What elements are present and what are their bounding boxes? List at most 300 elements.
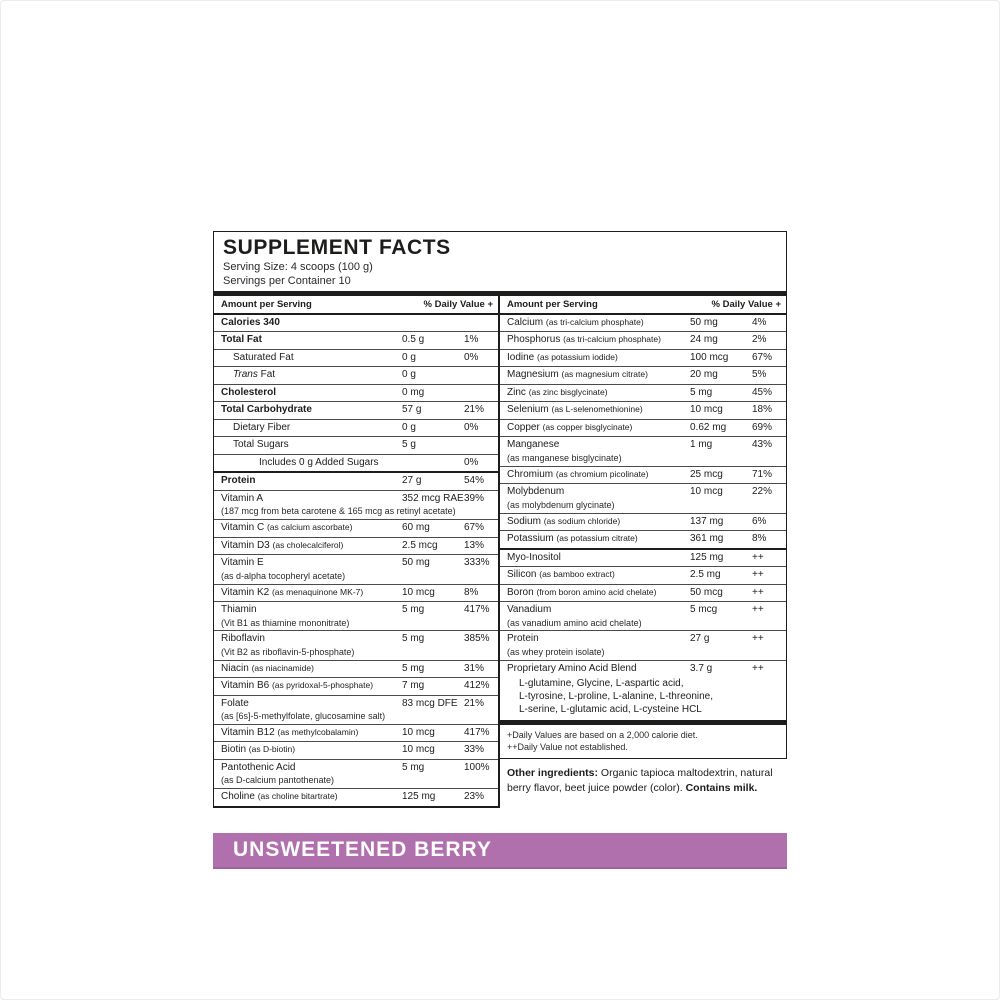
row-label bbox=[221, 791, 402, 804]
row-amount: 27 g bbox=[402, 475, 422, 487]
row-label bbox=[507, 533, 690, 546]
row-line bbox=[500, 437, 786, 454]
row-label bbox=[507, 404, 690, 417]
row-daily-value: 18% bbox=[752, 404, 773, 416]
footnote-line: +Daily Values are based on a 2,000 calorie diet. bbox=[507, 730, 698, 741]
row-daily-value: 8% bbox=[752, 533, 767, 544]
row-daily-value: 0% bbox=[464, 456, 479, 468]
row-amount: 7 mg bbox=[402, 680, 425, 692]
row-label bbox=[221, 352, 402, 365]
row-subline: (Vit B2 as riboflavin-5-phosphate) bbox=[221, 646, 355, 657]
row-label-text: Cholesterol bbox=[221, 386, 277, 398]
amino-blend-item: L-glutamine, Glycine, L-aspartic acid, bbox=[519, 678, 684, 690]
row-subline: (as vanadium amino acid chelate) bbox=[507, 617, 642, 628]
table-row bbox=[214, 725, 498, 743]
table-row bbox=[500, 367, 786, 385]
facts-columns bbox=[213, 296, 787, 808]
row-label-text: Potassium bbox=[507, 533, 554, 544]
row-label-text: Protein bbox=[507, 633, 539, 645]
row-label-source: (as chromium picolinate) bbox=[555, 468, 649, 479]
row-label bbox=[221, 522, 402, 535]
contains-statement: Contains milk. bbox=[685, 781, 758, 794]
row-subline: (Vit B1 as thiamine mononitrate) bbox=[221, 617, 350, 628]
row-daily-value: 6% bbox=[752, 515, 767, 527]
row-label-source: (as calcium ascorbate) bbox=[266, 522, 353, 533]
row-label bbox=[507, 352, 690, 365]
row-line bbox=[500, 567, 786, 584]
row-label-text: Total Fat bbox=[221, 334, 262, 346]
table-row bbox=[214, 437, 498, 455]
row-label bbox=[221, 317, 402, 330]
row-daily-value: ++ bbox=[752, 586, 764, 598]
facts-column-right bbox=[500, 296, 787, 795]
row-label-text: Vitamin C bbox=[221, 522, 265, 534]
row-daily-value: 31% bbox=[464, 662, 485, 674]
table-row bbox=[500, 661, 786, 721]
row-label-text: Vitamin D3 bbox=[221, 539, 270, 551]
row-label-source: (as niacinamide) bbox=[251, 662, 314, 673]
row-label-text: Folate bbox=[221, 697, 249, 709]
row-daily-value: 412% bbox=[464, 680, 490, 692]
row-amount: 1 mg bbox=[690, 439, 713, 451]
row-label-text: Vitamin A bbox=[221, 492, 264, 504]
row-line bbox=[500, 514, 786, 531]
table-row bbox=[500, 567, 786, 585]
other-ingredients-label: Other ingredients: bbox=[507, 767, 599, 780]
row-line bbox=[500, 531, 786, 548]
row-label bbox=[221, 587, 402, 600]
flavor-banner bbox=[213, 833, 787, 869]
row-label-text: Proprietary Amino Acid Blend bbox=[507, 662, 637, 674]
amount-per-serving-header: Amount per Serving bbox=[507, 298, 598, 310]
row-line bbox=[214, 332, 498, 349]
nutrient-rows-left bbox=[214, 315, 498, 806]
row-amount: 27 g bbox=[690, 633, 710, 645]
table-row bbox=[214, 602, 498, 631]
row-label-text: Vitamin K2 bbox=[221, 586, 270, 598]
row-daily-value: 45% bbox=[752, 386, 773, 398]
row-line bbox=[214, 555, 498, 572]
supplement-facts-label bbox=[213, 231, 787, 869]
row-label bbox=[507, 569, 690, 582]
row-label bbox=[221, 540, 402, 553]
row-label-source: (as D-biotin) bbox=[248, 744, 296, 755]
row-label bbox=[507, 486, 690, 499]
row-label-text: Total Carbohydrate bbox=[221, 404, 312, 416]
row-line bbox=[500, 350, 786, 367]
nutrient-rows-right bbox=[500, 315, 786, 720]
row-label-text: Iodine bbox=[507, 351, 535, 363]
table-row bbox=[214, 315, 498, 333]
row-daily-value: 0% bbox=[464, 351, 479, 363]
row-amount: 5 mcg bbox=[690, 604, 718, 615]
facts-inner-right bbox=[500, 296, 787, 759]
row-line bbox=[214, 585, 498, 602]
row-line bbox=[500, 631, 786, 648]
row-line bbox=[500, 585, 786, 602]
row-label bbox=[221, 493, 402, 506]
row-label bbox=[221, 633, 402, 646]
label-title-box bbox=[213, 231, 787, 296]
table-row bbox=[214, 661, 498, 679]
row-label bbox=[221, 680, 402, 693]
row-label-text: Chromium bbox=[507, 468, 554, 480]
row-line bbox=[500, 332, 786, 349]
row-amount: 352 mcg RAE bbox=[402, 492, 464, 504]
row-label-text: Total Sugars bbox=[233, 439, 289, 451]
row-daily-value: 33% bbox=[464, 744, 485, 756]
row-label-text: Niacin bbox=[221, 662, 249, 674]
row-line bbox=[214, 367, 498, 384]
row-daily-value: 21% bbox=[464, 404, 485, 416]
row-label bbox=[507, 469, 690, 482]
row-line bbox=[500, 420, 786, 437]
row-label-text: Magnesium bbox=[507, 369, 559, 381]
row-label-text: Molybdenum bbox=[507, 486, 565, 498]
row-label-source: (as tri-calcium phosphate) bbox=[545, 316, 644, 327]
row-label-source: (from boron amino acid chelate) bbox=[536, 586, 657, 597]
table-row bbox=[500, 420, 786, 438]
table-row bbox=[214, 555, 498, 584]
table-row bbox=[214, 402, 498, 420]
table-row bbox=[214, 473, 498, 491]
table-row bbox=[500, 484, 786, 513]
row-amount: 125 mg bbox=[690, 551, 724, 563]
row-daily-value: 21% bbox=[464, 697, 485, 709]
row-amount: 0.5 g bbox=[402, 334, 425, 346]
table-row bbox=[500, 315, 786, 333]
row-amount: 0 mg bbox=[402, 386, 425, 398]
row-daily-value: 69% bbox=[752, 421, 773, 433]
table-row bbox=[214, 385, 498, 403]
row-label bbox=[221, 727, 402, 740]
row-daily-value: 13% bbox=[464, 539, 485, 551]
table-row bbox=[500, 585, 786, 603]
row-label-source: (as potassium citrate) bbox=[556, 533, 638, 543]
row-label-text: Vitamin B12 bbox=[221, 726, 275, 738]
row-label bbox=[221, 457, 402, 470]
row-amount: 5 mg bbox=[690, 386, 713, 398]
table-row bbox=[214, 367, 498, 385]
row-amount: 10 mcg bbox=[402, 744, 435, 756]
row-line bbox=[214, 402, 498, 419]
row-daily-value: 333% bbox=[464, 557, 490, 569]
row-daily-value: 67% bbox=[464, 522, 485, 534]
row-line bbox=[214, 725, 498, 742]
row-line bbox=[214, 696, 498, 713]
table-row bbox=[214, 696, 498, 725]
serving-size: Serving Size: 4 scoops (100 g) bbox=[223, 261, 373, 274]
column-header-left bbox=[214, 296, 498, 315]
row-line bbox=[500, 315, 786, 332]
row-amount: 5 g bbox=[402, 439, 416, 451]
row-amount: 60 mg bbox=[402, 522, 430, 534]
table-row bbox=[500, 550, 786, 568]
row-daily-value: 22% bbox=[752, 486, 773, 498]
amino-blend-item: L-serine, L-glutamic acid, L-cysteine HCL bbox=[519, 704, 702, 716]
row-line bbox=[500, 402, 786, 419]
row-label bbox=[221, 744, 402, 757]
row-subline: (as whey protein isolate) bbox=[507, 646, 605, 657]
row-daily-value: 417% bbox=[464, 604, 490, 615]
row-amount: 100 mcg bbox=[690, 351, 729, 363]
row-line bbox=[214, 631, 498, 648]
row-label bbox=[507, 587, 690, 600]
table-row bbox=[214, 585, 498, 603]
row-label bbox=[221, 369, 402, 382]
row-label bbox=[221, 422, 402, 435]
row-amount: 25 mcg bbox=[690, 468, 723, 480]
row-label bbox=[221, 762, 402, 775]
table-row bbox=[214, 742, 498, 760]
row-amount: 0 g bbox=[402, 421, 416, 433]
row-daily-value: ++ bbox=[752, 551, 764, 563]
row-amount: 57 g bbox=[402, 404, 422, 416]
table-row bbox=[500, 402, 786, 420]
row-amount: 5 mg bbox=[402, 761, 425, 773]
row-amount: 10 mcg bbox=[690, 486, 723, 498]
row-subline: (as [6s]-5-methylfolate, glucosamine salt) bbox=[221, 711, 386, 722]
table-row bbox=[500, 514, 786, 532]
row-label-text: Copper bbox=[507, 421, 540, 433]
row-line bbox=[214, 385, 498, 402]
row-line bbox=[214, 789, 498, 806]
row-label-source: (as zinc bisglycinate) bbox=[528, 386, 608, 397]
row-label-text: Riboflavin bbox=[221, 633, 265, 645]
row-label-source: (as copper bisglycinate) bbox=[542, 421, 633, 432]
daily-value-header: % Daily Value + bbox=[423, 298, 493, 310]
row-daily-value: ++ bbox=[752, 633, 764, 645]
row-daily-value: 4% bbox=[752, 316, 767, 328]
row-daily-value: 0% bbox=[464, 421, 479, 433]
row-label-text: Vitamin E bbox=[221, 557, 264, 569]
table-row bbox=[214, 678, 498, 696]
row-line bbox=[214, 520, 498, 537]
servings-per-container: Servings per Container 10 bbox=[223, 274, 351, 287]
table-row bbox=[214, 332, 498, 350]
row-label bbox=[221, 475, 402, 488]
row-daily-value: 417% bbox=[464, 726, 490, 738]
row-amount: 10 mcg bbox=[402, 726, 435, 738]
footnote-line: ++Daily Value not established. bbox=[507, 742, 628, 753]
row-amount: 24 mg bbox=[690, 334, 718, 346]
row-amount: 2.5 mcg bbox=[402, 539, 438, 551]
amount-per-serving-header: Amount per Serving bbox=[221, 298, 312, 310]
table-row bbox=[214, 350, 498, 368]
row-label bbox=[507, 552, 690, 565]
row-label-text: Selenium bbox=[507, 404, 549, 416]
other-ingredients bbox=[500, 759, 787, 794]
row-daily-value: 39% bbox=[464, 492, 485, 504]
row-label bbox=[221, 334, 402, 347]
row-label bbox=[507, 439, 690, 452]
row-amount: 0 g bbox=[402, 351, 416, 363]
row-line bbox=[500, 550, 786, 567]
row-daily-value: ++ bbox=[752, 569, 764, 580]
table-row bbox=[500, 602, 786, 631]
row-amount: 10 mcg bbox=[690, 404, 723, 416]
table-row bbox=[214, 420, 498, 438]
row-daily-value: 100% bbox=[464, 761, 490, 773]
row-label-text: Dietary Fiber bbox=[233, 421, 291, 433]
row-amount: 5 mg bbox=[402, 604, 425, 615]
row-label bbox=[507, 604, 690, 617]
table-row bbox=[500, 332, 786, 350]
row-label bbox=[507, 633, 690, 646]
row-amount: 20 mg bbox=[690, 369, 718, 381]
row-amount: 50 mcg bbox=[690, 586, 723, 598]
row-label-text: Choline bbox=[221, 791, 255, 803]
row-line bbox=[214, 538, 498, 555]
table-row bbox=[214, 491, 498, 520]
row-line bbox=[214, 760, 498, 777]
row-label-text: Includes 0 g Added Sugars bbox=[259, 456, 379, 468]
row-label-text: Fat bbox=[257, 369, 276, 381]
row-label-source: (as bamboo extract) bbox=[539, 569, 615, 579]
facts-column-left bbox=[213, 296, 500, 808]
row-amount: 3.7 g bbox=[690, 662, 713, 674]
table-row bbox=[214, 520, 498, 538]
row-line bbox=[214, 350, 498, 367]
row-label bbox=[221, 698, 402, 711]
row-line bbox=[214, 473, 498, 490]
other-ingredients-text: Organic tapioca maltodextrin, natural berry flavor, beet juice powder (color). bbox=[507, 767, 773, 794]
table-row bbox=[214, 455, 498, 474]
row-label-text: Calcium bbox=[507, 316, 544, 328]
row-label-text: Pantothenic Acid bbox=[221, 761, 296, 773]
row-label-text: Vanadium bbox=[507, 604, 552, 615]
row-line bbox=[214, 315, 498, 332]
row-line bbox=[500, 602, 786, 619]
row-line bbox=[214, 661, 498, 678]
row-label-text: Sodium bbox=[507, 515, 541, 527]
row-amount: 125 mg bbox=[402, 791, 436, 803]
table-row bbox=[214, 538, 498, 556]
row-label-text: Vitamin B6 bbox=[221, 680, 270, 692]
row-label bbox=[507, 516, 690, 529]
row-label bbox=[507, 317, 690, 330]
row-label-text: Saturated Fat bbox=[233, 351, 294, 363]
table-row bbox=[500, 350, 786, 368]
row-label-source: (as methylcobalamin) bbox=[277, 726, 359, 737]
table-row bbox=[214, 631, 498, 660]
row-label bbox=[221, 404, 402, 417]
row-label bbox=[507, 334, 690, 347]
row-label-text: Silicon bbox=[507, 569, 537, 580]
table-row bbox=[500, 531, 786, 550]
daily-value-header: % Daily Value + bbox=[711, 298, 781, 310]
row-label-source: (as potassium iodide) bbox=[537, 351, 618, 362]
row-label-source: (as pyridoxal-5-phosphate) bbox=[271, 680, 374, 691]
row-label-source: (as magnesium citrate) bbox=[561, 369, 648, 380]
row-label bbox=[507, 387, 690, 400]
row-line bbox=[500, 484, 786, 501]
row-daily-value: 8% bbox=[464, 586, 479, 598]
row-label-source: (as choline bitartrate) bbox=[257, 791, 338, 802]
row-amount: 0.62 mg bbox=[690, 421, 727, 433]
row-subline: (187 mcg from beta carotene & 165 mcg as retinyl acetate) bbox=[221, 506, 456, 517]
table-row bbox=[214, 789, 498, 806]
row-amount: 50 mg bbox=[402, 557, 430, 569]
row-line bbox=[214, 678, 498, 695]
row-label-text: Myo-Inositol bbox=[507, 551, 561, 563]
row-line bbox=[214, 455, 498, 472]
row-daily-value: 23% bbox=[464, 791, 485, 803]
row-daily-value: 2% bbox=[752, 334, 767, 346]
row-line bbox=[214, 491, 498, 508]
row-amount: 137 mg bbox=[690, 515, 724, 527]
row-line bbox=[214, 420, 498, 437]
row-daily-value: 385% bbox=[464, 633, 490, 645]
row-label-text: Biotin bbox=[221, 744, 247, 756]
row-subline: (as molybdenum glycinate) bbox=[507, 499, 615, 510]
row-amount: 0 g bbox=[402, 369, 416, 381]
row-label-text: Phosphorus bbox=[507, 334, 561, 346]
row-amount: 10 mcg bbox=[402, 586, 435, 598]
page-title: SUPPLEMENT FACTS bbox=[223, 236, 451, 259]
row-line bbox=[500, 661, 786, 678]
row-daily-value: 71% bbox=[752, 468, 773, 480]
row-line bbox=[214, 742, 498, 759]
row-daily-value: ++ bbox=[752, 662, 764, 674]
row-label bbox=[507, 369, 690, 382]
row-label bbox=[221, 387, 402, 400]
row-amount: 5 mg bbox=[402, 633, 425, 645]
row-label-italic: Trans bbox=[233, 369, 258, 381]
row-label bbox=[221, 439, 402, 452]
row-label-text: Calories 340 bbox=[221, 316, 280, 328]
row-label-text: Protein bbox=[221, 475, 256, 487]
row-daily-value: 43% bbox=[752, 439, 773, 451]
row-label-text: Zinc bbox=[507, 386, 526, 398]
footnotes bbox=[500, 720, 786, 759]
row-label bbox=[221, 604, 402, 617]
table-row bbox=[500, 385, 786, 403]
row-subline: (as D-calcium pantothenate) bbox=[221, 775, 335, 786]
row-label-text: Manganese bbox=[507, 439, 560, 451]
row-line bbox=[500, 467, 786, 484]
row-line bbox=[500, 385, 786, 402]
row-label bbox=[221, 663, 402, 676]
row-amount: 83 mcg DFE bbox=[402, 697, 458, 709]
row-daily-value: 1% bbox=[464, 334, 479, 346]
column-header-right bbox=[500, 296, 786, 315]
table-row bbox=[500, 467, 786, 485]
row-amount: 361 mg bbox=[690, 533, 724, 544]
table-row bbox=[214, 760, 498, 789]
row-label-source: (as sodium chloride) bbox=[543, 515, 621, 526]
row-label bbox=[507, 422, 690, 435]
table-row bbox=[500, 631, 786, 660]
row-daily-value: ++ bbox=[752, 604, 764, 615]
row-label-source: (as menaquinone MK-7) bbox=[271, 586, 364, 597]
row-label-source: (as cholecalciferol) bbox=[272, 539, 344, 550]
row-daily-value: 5% bbox=[752, 369, 767, 381]
row-label-text: Boron bbox=[507, 586, 534, 598]
row-amount: 50 mg bbox=[690, 316, 718, 328]
row-subline: (as manganese bisglycinate) bbox=[507, 452, 622, 463]
row-label-text: Thiamin bbox=[221, 604, 257, 615]
row-amount: 2.5 mg bbox=[690, 569, 721, 580]
row-amount: 5 mg bbox=[402, 662, 425, 674]
row-label-source: (as L-selenomethionine) bbox=[551, 404, 643, 415]
row-label bbox=[221, 557, 402, 570]
row-line bbox=[500, 367, 786, 384]
row-subline: (as d-alpha tocopheryl acetate) bbox=[221, 570, 346, 581]
amino-blend-item: L-tyrosine, L-proline, L-alanine, L-threonine, bbox=[519, 691, 713, 703]
flavor-name: UNSWEETENED BERRY bbox=[233, 837, 492, 861]
row-line bbox=[214, 602, 498, 619]
